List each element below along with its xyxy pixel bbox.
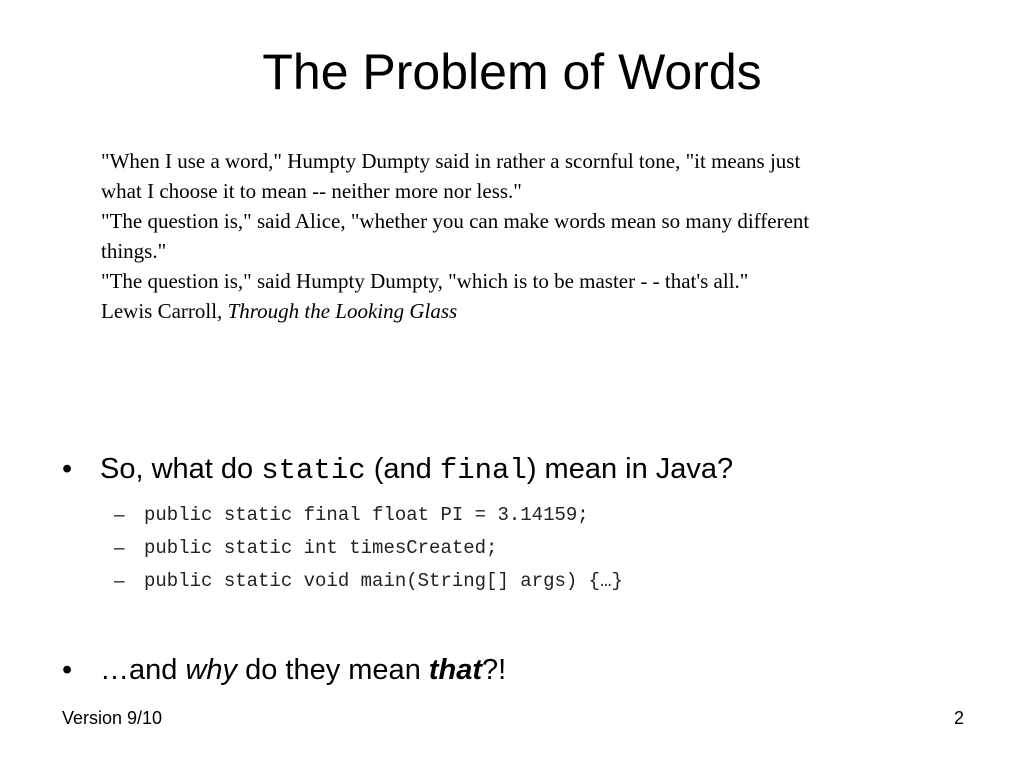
quote-line: "The question is," said Humpty Dumpty, "which is to be master - - that's all."	[101, 269, 749, 293]
bullet-text-part: ) mean in Java?	[526, 453, 734, 485]
sub-bullet-marker: –	[114, 505, 125, 526]
attribution-book-title: Through the Looking Glass	[227, 299, 458, 323]
quote-line: things."	[101, 239, 167, 263]
bullet-text-part: So, what do	[100, 453, 262, 485]
emphasis-that: that	[428, 654, 483, 686]
bullet-list	[62, 449, 982, 690]
bullet-text-part: ?!	[482, 654, 507, 686]
code-line: public static final float PI = 3.14159;	[144, 504, 589, 526]
sub-bullet-marker: –	[114, 538, 125, 559]
bullet-text	[100, 453, 733, 485]
bullet-text-part: (and	[365, 453, 440, 485]
quote-attribution	[101, 296, 961, 326]
emphasis-why: why	[185, 654, 238, 686]
sub-bullet-marker: –	[114, 571, 125, 592]
bullet-text-part: …and	[100, 654, 186, 686]
attribution-author: Lewis Carroll,	[101, 299, 228, 323]
bullet-item	[62, 449, 982, 491]
sub-bullet-item	[62, 565, 982, 598]
quote-block	[101, 146, 961, 326]
sub-bullet-item	[62, 532, 982, 565]
code-keyword-static: static	[261, 454, 366, 487]
slide-title: The Problem of Words	[262, 44, 762, 100]
quote-line: what I choose it to mean -- neither more nor less."	[101, 179, 522, 203]
bullet-marker: •	[62, 453, 73, 485]
bullet-marker: •	[62, 654, 73, 686]
code-keyword-final: final	[439, 454, 527, 487]
quote-line: "When I use a word," Humpty Dumpty said in rather a scornful tone, "it means just	[101, 149, 801, 173]
code-line: public static int timesCreated;	[144, 537, 498, 559]
slide-number: 2	[953, 708, 964, 728]
bullet-item	[62, 650, 982, 690]
bullet-text	[100, 654, 506, 686]
sub-bullet-list	[62, 499, 982, 598]
bullet-text-part: do they mean	[237, 654, 429, 686]
sub-bullet-item	[62, 499, 982, 532]
footer-version: Version 9/10	[62, 708, 163, 728]
quote-line: "The question is," said Alice, "whether you can make words mean so many different	[101, 209, 810, 233]
code-line: public static void main(String[] args) {…}	[144, 570, 623, 592]
